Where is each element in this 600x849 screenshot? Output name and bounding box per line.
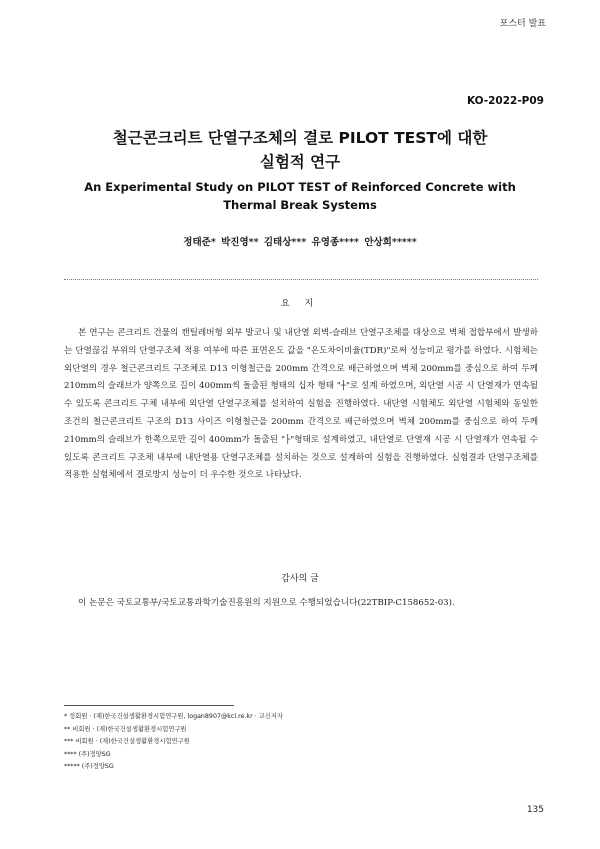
- korean-title-line-1: 철근콘크리트 단열구조체의 결로 PILOT TEST에 대한: [112, 129, 488, 147]
- page-number: 135: [526, 805, 544, 815]
- korean-title: [40, 126, 560, 174]
- footnote-item: * 정회원 · (재)한국건설생활환경시험연구원, logan8907@kcl.re.kr · 교신저자: [64, 713, 284, 720]
- footnote-rule: [64, 705, 234, 706]
- korean-title-line-2: 실험적 연구: [259, 153, 341, 171]
- acknowledgement-heading: 감사의 글: [281, 574, 319, 584]
- acknowledgement-body: 이 논문은 국토교통부/국토교통과학기술진흥원의 지원으로 수행되었습니다(22TBIP-C158652-03).: [78, 598, 455, 608]
- abstract-heading: 요 지: [280, 299, 320, 309]
- dotted-divider: [64, 279, 538, 280]
- footnote-item: ** 비회원 · (재)한국건설생활환경시험연구원: [64, 725, 187, 733]
- author-list: 정태준* 박진영** 김태상*** 유영종**** 안상희*****: [183, 237, 417, 248]
- english-title-line-1: An Experimental Study on PILOT TEST of Reinforced Concrete with: [84, 180, 516, 194]
- footnote-item: *** 비회원 · (재)한국건설생활환경시험연구원: [64, 738, 190, 745]
- english-title: [40, 178, 560, 214]
- paper-code: KO-2022-P09: [466, 95, 544, 107]
- abstract-body: 본 연구는 콘크리트 건물의 캔틸레버형 외부 발코니 및 내단열 외벽-슬래브 단열구조체를 대상으로 벽체 접합부에서 발생하는 단열끊김 부위의 단열구조체 적용 여부에 따른 표면온도 값을 "온도차이비율(TDR)"로써 성능비교 평가를 하였다. 시험체는 외단열의 경우 철근콘크리트 구조체로 D13 이형철근을 200mm 간격으로 배근하였으며 벽체 200mm를 중심으로 하여 두께 210mm의 슬래브가 양쪽으로 길이 400mm씩 돌출된 형태의 십자 형태 "┼"로 설계 하였으며, 외단열 시공 시 단열재가 연속될 수 있도록 콘크리트 구체 내부에 외단열 단열구조체를 설치하여 실험을 진행하였다. 내단열 시험체도 외단열 시험체와 동일한 조건의 철근콘크리트 구조의 D13 사이즈 이형철근을 200mm 간격으로 배근하였으며 벽체 200mm를 중심으로 하여 두께 210mm의 슬래브가 한쪽으로만 길이 400mm가 돌출된 "├"형태로 설계하였고, 내단열로 단열재 시공 시 단열재가 연속될 수 있도록 콘크리트 구조체 내부에 내단열용 단열구조체를 설치하는 것으로 설계하여 실험을 진행하였다. 실험결과 단열구조체를 적용한 실험체에서 결로방지 성능이 더 우수한 것으로 나타났다.: [64, 328, 538, 481]
- footnote-item: ***** (주)정양SG: [64, 763, 114, 770]
- footnote-item: **** (주)정양SG: [64, 750, 111, 758]
- section-tag: 포스터 발표: [499, 19, 546, 29]
- english-title-line-2: Thermal Break Systems: [223, 198, 377, 212]
- footnote-list: [64, 711, 544, 774]
